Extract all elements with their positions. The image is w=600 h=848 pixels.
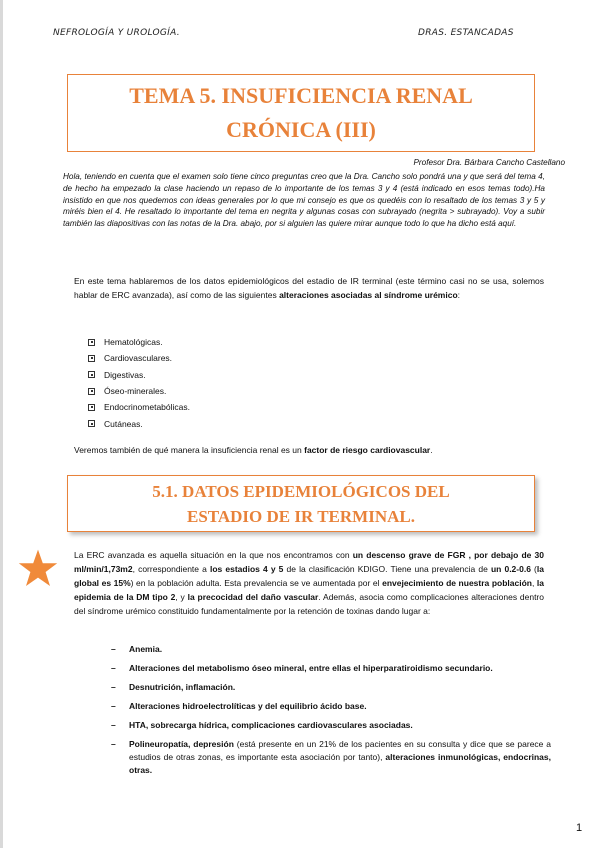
para1-end: : [457, 290, 461, 300]
text-run: ( [530, 564, 537, 574]
intro-note: Hola, teniendo en cuenta que el examen solo tiene cinco preguntas creo que la Dra. Cancho solo pondrá una y que será del tema 4, de hecho ha empezado la clase haciendo un repaso de lo importante de los temas 3 y 4 (está indicado en esos temas todo).Ha insistido en que nos quedemos con ideas generales por lo que mi consejo es que os quedéis con lo resaltado de los temas 3 y 5 y miréis bien el 4. He resaltado lo importante del tema en negrita y algunas cosas con subrayado (negrita > subrayado). Voy a subir también las diapositivas con las notas de la Dra. abajo, por si alguien las quiere mirar aunque todo lo que ha dicho está aquí. [63, 172, 545, 229]
complication-note: (está presente en un 21% de los pacientes en su consulta y dice que se parece a estudios de otras zonas, es importante esta asociación por tanto), [129, 739, 551, 762]
checkbox-bullet-icon [88, 371, 95, 378]
bold-run: los estadios 4 y 5 [209, 564, 284, 574]
list-item [111, 662, 551, 675]
header-subject: NEFROLOGÍA Y UROLOGÍA. [53, 28, 180, 38]
complications-list [111, 643, 551, 783]
para2-text: Veremos también de qué manera la insuficiencia renal es un [74, 445, 305, 455]
text-run: , y [175, 592, 188, 602]
complication-bone: Alteraciones del metabolismo óseo mineral, entre ellas el hiperparatiroidismo secundario. [129, 663, 493, 673]
complication-hta: HTA, sobrecarga hídrica, complicaciones cardiovasculares asociadas. [129, 720, 413, 730]
list-item [111, 643, 551, 656]
checkbox-bullet-icon [88, 339, 95, 346]
text-run: , [531, 578, 537, 588]
list-item-label: Hematológicas. [104, 337, 163, 348]
checkbox-bullet-icon [88, 420, 95, 427]
list-item-label: Cardiovasculares. [104, 353, 173, 364]
section-heading-line-1: 5.1. DATOS EPIDEMIOLÓGICOS DEL [152, 481, 450, 501]
list-item [88, 399, 190, 415]
bold-run: la precocidad del daño vascular [187, 592, 319, 602]
para1-text: En este tema hablaremos de los datos epidemiológicos del estadio de IR terminal (este término casi no se usa, solemos hablar de ERC avanzada), así como de las siguientes [74, 276, 544, 300]
list-item [111, 719, 551, 732]
header-authors: DRAS. ESTANCADAS [418, 28, 514, 38]
bold-run: un 0.2-0.6 [490, 564, 531, 574]
list-item [111, 681, 551, 694]
risk-factor-paragraph [74, 443, 544, 457]
checkbox-bullet-icon [88, 388, 95, 395]
checkbox-bullet-icon [88, 355, 95, 362]
section-heading-box [67, 475, 535, 532]
para2-end: . [430, 445, 433, 455]
title-line-2: CRÓNICA (III) [226, 117, 376, 142]
list-item-label: Endocrinometabólicas. [104, 402, 190, 413]
complication-malnutrition: Desnutrición, inflamación. [129, 682, 236, 692]
text-run: ) en la población adulta. Esta prevalencia se ve aumentada por el [130, 578, 383, 588]
professor-line: Profesor Dra. Bárbara Cancho Castellano [413, 158, 565, 167]
list-item [111, 738, 551, 777]
list-item [88, 367, 190, 383]
bold-run: un descenso grave de FGR , por debajo de 30 ml/min/1,73m2 [74, 550, 544, 574]
list-item-label: Cutáneas. [104, 418, 143, 429]
bold-run: la epidemia de la DM tipo 2 [74, 578, 544, 602]
para2-bold: factor de riesgo cardiovascular [304, 445, 431, 455]
bold-run: la global es 15% [74, 564, 544, 588]
page-number: 1 [576, 822, 583, 834]
complication-immune: alteraciones inmunológicas, endocrinas, otras. [129, 752, 552, 775]
page-edge [0, 0, 3, 848]
text-run: de la clasificación KDIGO. Tiene una prevalencia de [283, 564, 491, 574]
section-heading-line-2: ESTADIO DE IR TERMINAL. [187, 506, 415, 526]
epidemiology-paragraph [74, 548, 544, 618]
intro-paragraph [74, 274, 544, 302]
list-item-label: Óseo-minerales. [104, 386, 167, 397]
alterations-list [88, 334, 190, 432]
text-run: La ERC avanzada es aquella situación en la que nos encontramos con [74, 550, 353, 560]
list-item [88, 415, 190, 431]
list-item [111, 700, 551, 713]
text-run: , correspondiente a [132, 564, 210, 574]
complication-anemia: Anemia. [129, 644, 163, 654]
complication-electrolytes: Alteraciones hidroelectrolíticas y del equilibrio ácido base. [129, 701, 367, 711]
para1-bold: alteraciones asociadas al síndrome urémico [279, 290, 458, 300]
checkbox-bullet-icon [88, 404, 95, 411]
list-item [88, 350, 190, 366]
title-line-1: TEMA 5. INSUFICIENCIA RENAL [129, 83, 473, 108]
star-icon [18, 548, 58, 588]
list-item-label: Digestivas. [104, 369, 146, 380]
text-run: . Además, asocia como complicaciones alteraciones dentro del síndrome urémico constituido fundamentalmente por la retención de toxinas dando lugar a: [74, 592, 544, 616]
complication-neuropathy: Polineuropatía, depresión [129, 739, 234, 749]
bold-run: envejecimiento de nuestra población [382, 578, 532, 588]
title-box [67, 74, 535, 152]
list-item [88, 383, 190, 399]
list-item [88, 334, 190, 350]
